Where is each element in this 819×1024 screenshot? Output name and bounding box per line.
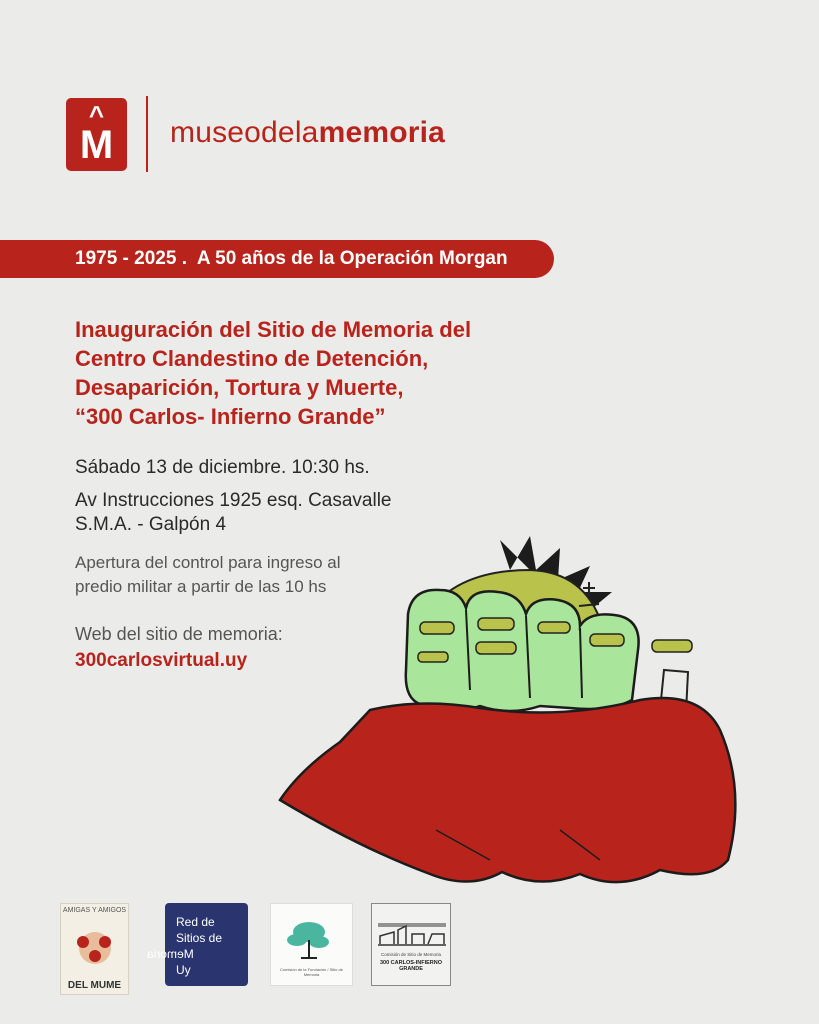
logo-wordmark: museodelamemoria bbox=[170, 116, 446, 149]
logo-letter: M bbox=[79, 123, 114, 167]
partner-logo-comision bbox=[371, 903, 451, 986]
event-title bbox=[75, 315, 635, 431]
partner-logo-tree bbox=[270, 903, 353, 986]
partner-logo-amigos-mume bbox=[60, 903, 129, 995]
partner-mume-label: DEL MUME bbox=[67, 980, 122, 991]
title-line: Desaparición, Tortura y Muerte, bbox=[75, 375, 404, 400]
red-line: Uy bbox=[176, 963, 191, 977]
access-note-cont: predio militar a partir de las 10 hs bbox=[75, 577, 327, 596]
event-date: Sábado 13 de diciembre. 10:30 hs. bbox=[75, 457, 370, 478]
building-icon bbox=[372, 904, 452, 987]
anniversary-banner bbox=[0, 240, 554, 278]
museo-logo-icon: ^ M bbox=[66, 98, 127, 171]
banner-text: 1975 - 2025 . A 50 años de la Operación Morgan bbox=[75, 248, 508, 269]
title-line: “300 Carlos- Infierno Grande” bbox=[75, 404, 386, 429]
title-line: Inauguración del Sitio de Memoria del bbox=[75, 317, 472, 342]
partner-amigos-label: AMIGAS Y AMIGOS bbox=[62, 907, 127, 914]
fist-illustration bbox=[240, 530, 770, 900]
event-address-detail: S.M.A. - Galpón 4 bbox=[75, 514, 227, 535]
partner-logo-red-sitios bbox=[147, 903, 248, 986]
web-label: Web del sitio de memoria: bbox=[75, 624, 283, 644]
partner-comision-title: 300 CARLOS-INFIERNO GRANDE bbox=[379, 960, 443, 972]
red-line: Red de bbox=[176, 915, 215, 929]
partner-tree-caption: Comisión de la Fundación / Sitio de Memoria bbox=[280, 967, 343, 977]
red-line: Memoria bbox=[147, 947, 194, 961]
web-link[interactable]: 300carlosvirtual.uy bbox=[75, 650, 248, 671]
access-note: Apertura del control para ingreso al bbox=[75, 553, 341, 572]
title-line: Centro Clandestino de Detención, bbox=[75, 346, 429, 371]
event-address: Av Instrucciones 1925 esq. Casavalle bbox=[75, 490, 392, 511]
red-line: Sitios de bbox=[176, 931, 223, 945]
logo-divider bbox=[146, 96, 148, 172]
partner-comision-caption: Comisión de Sitio de Memoria bbox=[380, 952, 442, 957]
